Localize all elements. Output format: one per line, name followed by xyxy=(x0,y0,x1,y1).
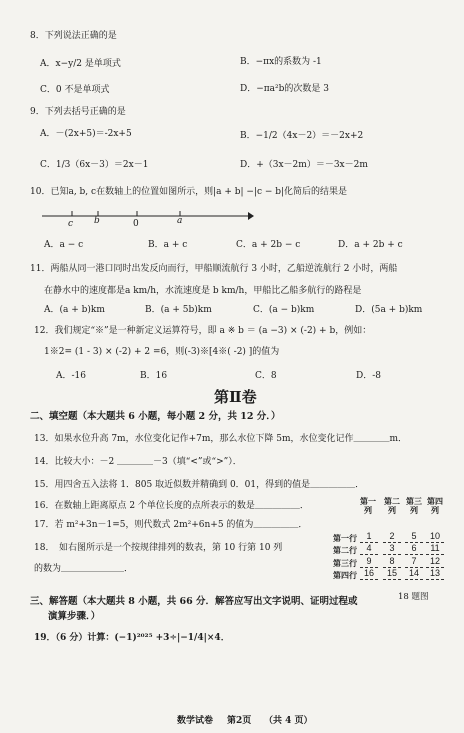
number-line-label-0: 0 xyxy=(133,219,139,229)
q9-option-b: B．−1/2（4x－2）＝－2x+2 xyxy=(240,131,364,141)
q8-option-c: C．0 不是单项式 xyxy=(40,85,110,95)
table-header: 第一列 xyxy=(360,497,376,515)
footer-page: 第2页 xyxy=(227,716,252,726)
q17: 17．若 m²+3n－1=5，则代数式 2m²+6n+5 的值为＿＿＿＿＿． xyxy=(34,520,308,530)
q12-option-a: A．-16 xyxy=(56,371,86,381)
q13: 13．如果水位升高 7m，水位变化记作+7m，那么水位下降 5m，水位变化记作＿＿＿＿m． xyxy=(34,434,408,444)
q18-line1: 18． 如右图所示是一个按规律排列的数表，第 10 行第 10 列 xyxy=(34,543,283,553)
table-cell: 6 xyxy=(405,543,423,555)
part-two-title: 第Ⅱ卷 xyxy=(214,388,257,406)
q11-option-a: A．(a + b)km xyxy=(44,305,105,315)
q16: 16．在数轴上距离原点 2 个单位长度的点所表示的数是＿＿＿＿＿． xyxy=(34,501,309,511)
q11-option-b: B．(a + 5b)km xyxy=(145,305,212,315)
q12-option-c: C．8 xyxy=(255,371,277,381)
q10-option-c: C．a + 2b − c xyxy=(236,240,301,250)
table-cell: 3 xyxy=(383,543,401,555)
q11-line1: 11．两船从同一港口同时出发反向而行，甲船顺流航行 3 小时，乙船逆流航行 2 小时，两船 xyxy=(30,264,398,274)
table-cell: 11 xyxy=(426,543,444,555)
q12-option-b: B．16 xyxy=(140,371,168,381)
q11-option-c: C．(a − b)km xyxy=(253,305,315,315)
table-cell: 7 xyxy=(405,556,423,568)
q10-option-a: A．a − c xyxy=(44,240,84,250)
section-solve-heading: 三、解答题（本大题共 8 小题，共 66 分．解答应写出文字说明、证明过程或 xyxy=(30,596,358,607)
table-cell: 10 xyxy=(426,531,444,543)
q9-option-c: C．1/3（6x－3）＝2x－1 xyxy=(40,160,149,170)
table-caption: 18 题图 xyxy=(398,592,429,602)
q10-option-b: B．a + c xyxy=(148,240,188,250)
table-cell: 8 xyxy=(383,556,401,568)
q8-option-a: A．x−y/2 是单项式 xyxy=(40,59,121,69)
table-row-label: 第三行 xyxy=(333,559,357,568)
q11-line2: 在静水中的速度都是a km/h，水流速度是 b km/h，甲船比乙船多航行的路程是 xyxy=(44,286,362,296)
table-row-label: 第一行 xyxy=(333,534,357,543)
table-row-label: 第四行 xyxy=(333,571,357,580)
table-header: 第三列 xyxy=(406,497,422,515)
table-cell: 1 xyxy=(360,531,378,543)
q15: 15．用四舍五入法将 1．805 取近似数并精确到 0．01，得到的值是＿＿＿＿＿． xyxy=(34,480,365,490)
table-cell: 2 xyxy=(383,531,401,543)
section-fill-blank-heading: 二、填空题（本大题共 6 小题，每小题 2 分，共 12 分．） xyxy=(30,411,281,422)
table-cell: 15 xyxy=(383,568,401,580)
q12-line1: 12．我们规定“※”是一种新定义运算符号，即 a ※ b ＝ (a −3) × (-2) + b，例如： xyxy=(34,326,372,336)
table-row-label: 第二行 xyxy=(333,546,357,555)
number-line-label-c: c xyxy=(68,219,74,229)
number-line-label-a: a xyxy=(177,216,183,226)
footer-subject: 数学试卷 xyxy=(177,716,214,726)
table-cell: 16 xyxy=(360,568,378,580)
table-header: 第四列 xyxy=(427,497,443,515)
q12-line2: 1※2= (1 - 3) × (-2) + 2 =6，则(-3)※[4※( -2) ]的值为 xyxy=(44,347,280,357)
q19: 19．（6 分）计算：(−1)²⁰²⁵ +3÷|−1/4|×4． xyxy=(34,633,230,643)
q11-option-d: D．(5a + b)km xyxy=(355,305,423,315)
q9-stem: 9．下列去括号正确的是 xyxy=(30,107,126,117)
q12-option-d: D．-8 xyxy=(356,371,381,381)
q18-line2: 的数为＿＿＿＿＿＿＿． xyxy=(34,564,134,574)
table-cell: 4 xyxy=(360,543,378,555)
section-solve-heading-cont: 演算步骤．） xyxy=(48,611,101,622)
q9-option-a: A．－(2x+5)＝-2x+5 xyxy=(40,129,132,139)
q9-option-d: D．+（3x－2m）＝－3x－2m xyxy=(240,160,368,170)
footer-total: （共 4 页） xyxy=(264,716,313,726)
table-header: 第二列 xyxy=(384,497,400,515)
q8-option-b: B．−πx的系数为 -1 xyxy=(240,57,322,67)
q10-option-d: D．a + 2b + c xyxy=(338,240,403,250)
q10-stem: 10．已知a, b, c在数轴上的位置如图所示，则|a + b| −|c − b|化简后的结果是 xyxy=(30,187,348,197)
q14: 14．比较大小：－2 ＿＿＿＿－3（填“<”或“>”）． xyxy=(34,457,242,467)
q8-option-d: D．−πa²b的次数是 3 xyxy=(240,84,329,94)
number-line-label-b: b xyxy=(94,216,100,226)
table-cell: 5 xyxy=(405,531,423,543)
q8-stem: 8．下列说法正确的是 xyxy=(30,31,117,41)
table-cell: 12 xyxy=(426,556,444,568)
table-cell: 9 xyxy=(360,556,378,568)
table-cell: 14 xyxy=(405,568,423,580)
table-cell: 13 xyxy=(426,568,444,580)
